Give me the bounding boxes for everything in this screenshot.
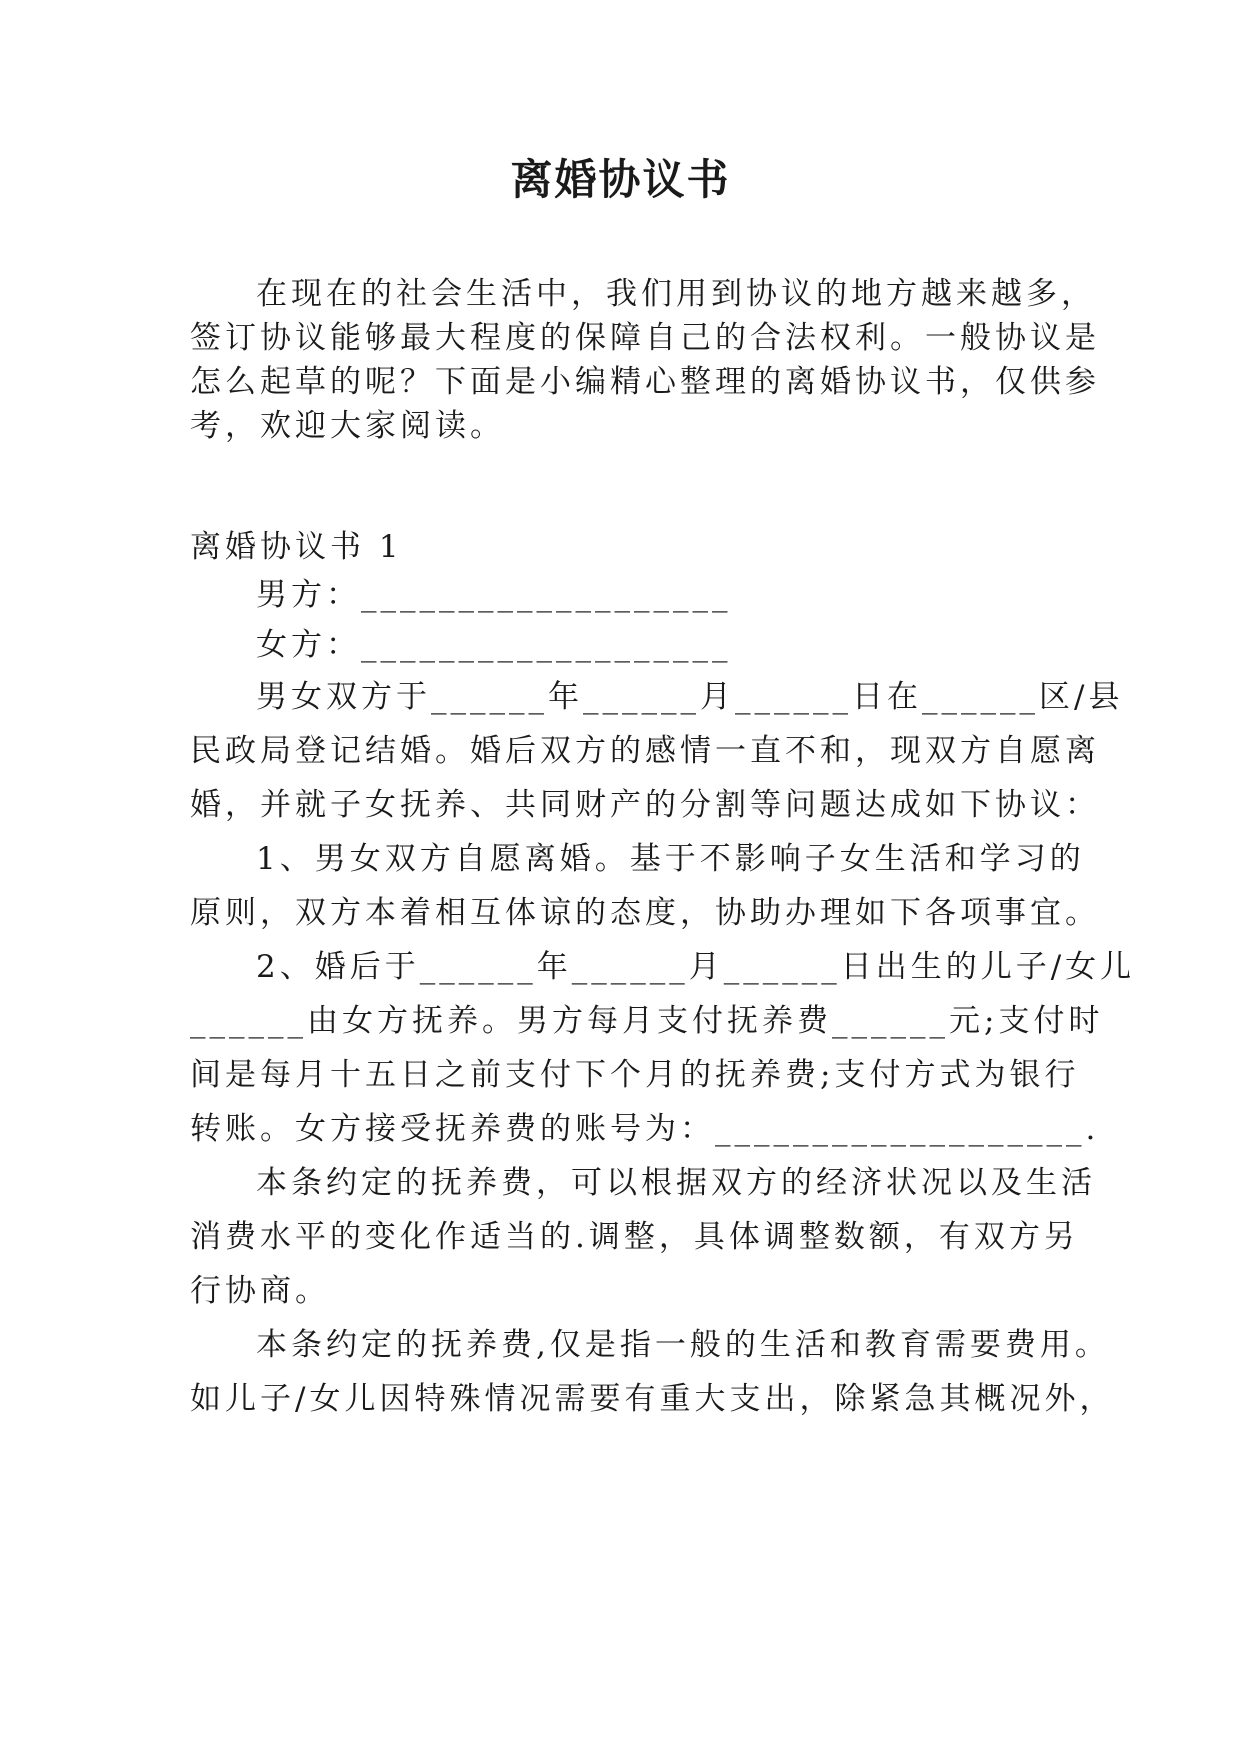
body-line: 行协商。 [190,1273,330,1309]
body-line: 本条约定的抚养费，可以根据双方的经济状况以及生活 [256,1165,1096,1201]
intro-line: 在现在的社会生活中，我们用到协议的地方越来越多， [256,276,1096,312]
body-line: 男女双方于______年______月______日在______区/县 [256,679,1124,715]
body-line: ______由女方抚养。男方每月支付抚养费______元;支付时 [190,1003,1104,1039]
male-party-field: 男方：___________________ [256,577,732,613]
intro-line: 考，欢迎大家阅读。 [190,408,505,444]
body-line: 民政局登记结婚。婚后双方的感情一直不和，现双方自愿离 [190,733,1100,769]
body-line: 2、婚后于______年______月______日出生的儿子/女儿 [256,949,1136,985]
document-title: 离婚协议书 [510,155,731,204]
body-line: 间是每月十五日之前支付下个月的抚养费;支付方式为银行 [190,1057,1080,1093]
body-line: 1、男女双方自愿离婚。基于不影响子女生活和学习的 [256,841,1085,877]
intro-line: 怎么起草的呢？下面是小编精心整理的离婚协议书，仅供参 [190,364,1100,400]
body-line: 消费水平的变化作适当的.调整，具体调整数额，有双方另 [190,1219,1079,1255]
body-line: 婚，并就子女抚养、共同财产的分割等问题达成如下协议： [190,787,1100,823]
body-line: 原则，双方本着相互体谅的态度，协助办理如下各项事宜。 [190,895,1100,931]
section-heading: 离婚协议书 1 [190,529,403,565]
body-line: 如儿子/女儿因特殊情况需要有重大支出，除紧急其概况外， [190,1381,1115,1417]
body-line: 转账。女方接受抚养费的账号为：___________________. [190,1111,1100,1147]
female-party-field: 女方：___________________ [256,627,732,663]
intro-line: 签订协议能够最大程度的保障自己的合法权利。一般协议是 [190,320,1100,356]
body-line: 本条约定的抚养费,仅是指一般的生活和教育需要费用。 [256,1327,1110,1363]
